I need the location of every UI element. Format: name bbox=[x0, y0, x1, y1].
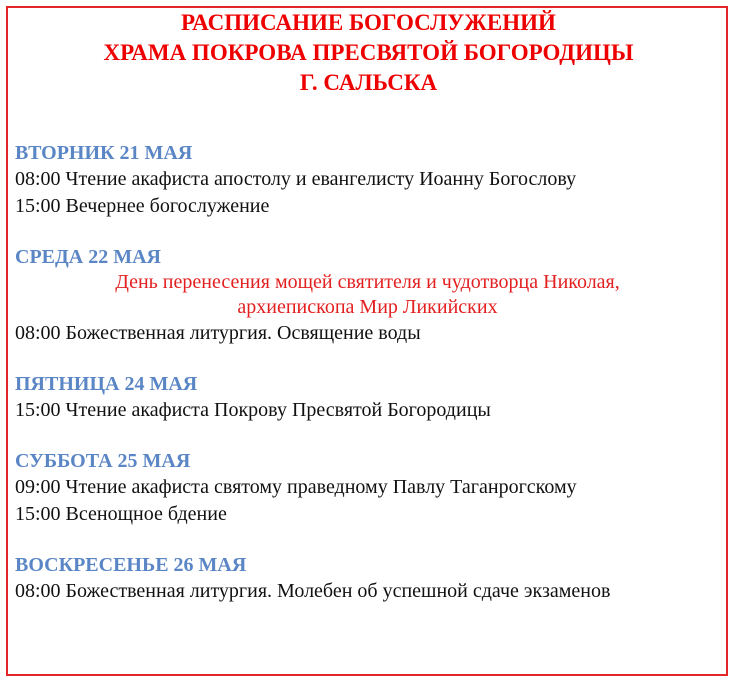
feast-line-2: архиепископа Мир Ликийских bbox=[237, 296, 498, 318]
day-saturday bbox=[15, 448, 720, 528]
day-heading: ПЯТНИЦА 24 МАЯ bbox=[15, 373, 198, 395]
day-friday bbox=[15, 371, 720, 424]
feast-line-1: День перенесения мощей святителя и чудотворца Николая, bbox=[115, 271, 620, 293]
schedule-entry: 15:00 Вечернее богослужение bbox=[15, 195, 270, 217]
schedule-list bbox=[15, 140, 720, 629]
day-wednesday bbox=[15, 244, 720, 347]
schedule-entry: 08:00 Чтение акафиста апостолу и евангелисту Иоанну Богослову bbox=[15, 168, 577, 190]
schedule-entry: 08:00 Божественная литургия. Молебен об успешной сдаче экзаменов bbox=[15, 580, 611, 602]
schedule-entry: 15:00 Чтение акафиста Покрову Пресвятой Богородицы bbox=[15, 399, 491, 421]
schedule-entry: 08:00 Божественная литургия. Освящение воды bbox=[15, 322, 421, 344]
title-line-3: Г. САЛЬСКА bbox=[299, 70, 438, 95]
feast-note bbox=[15, 270, 720, 320]
day-heading: ВОСКРЕСЕНЬЕ 26 МАЯ bbox=[15, 554, 247, 576]
title-line-1: РАСПИСАНИЕ БОГОСЛУЖЕНИЙ bbox=[181, 10, 556, 35]
day-heading: СУББОТА 25 МАЯ bbox=[15, 450, 191, 472]
page-title bbox=[0, 8, 737, 98]
day-tuesday bbox=[15, 140, 720, 220]
schedule-entry: 15:00 Всенощное бдение bbox=[15, 503, 227, 525]
day-heading: СРЕДА 22 МАЯ bbox=[15, 246, 161, 268]
day-heading: ВТОРНИК 21 МАЯ bbox=[15, 142, 193, 164]
schedule-entry: 09:00 Чтение акафиста святому праведному Павлу Таганрогскому bbox=[15, 476, 577, 498]
day-sunday bbox=[15, 552, 720, 605]
title-line-2: ХРАМА ПОКРОВА ПРЕСВЯТОЙ БОГОРОДИЦЫ bbox=[103, 40, 634, 65]
